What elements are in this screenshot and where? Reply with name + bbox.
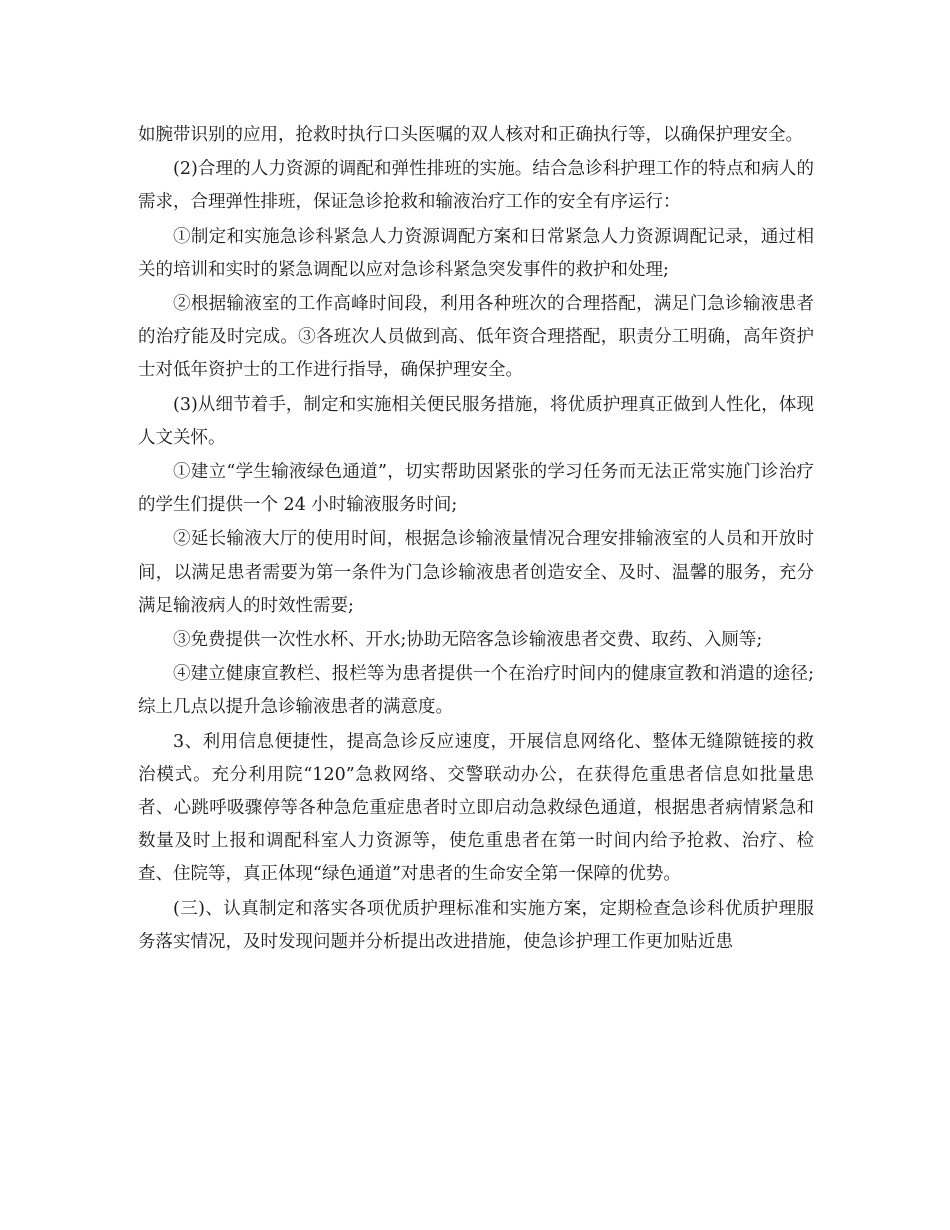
paragraph-1: 如腕带识别的应用，抢救时执行口头医嘱的双人核对和正确执行等，以确保护理安全。 [138, 125, 803, 145]
paragraph-6: ①建立“学生输液绿色通道”，切实帮助因紧张的学习任务而无法正常实施门诊治疗的学生们提供一个 24 小时输液服务时间; [138, 462, 814, 516]
paragraph-5: (3)从细节着手，制定和实施相关便民服务措施，将优质护理真正做到人性化，体现人文关怀。 [138, 394, 814, 448]
paragraph-11: (三)、认真制定和落实各项优质护理标准和实施方案，定期检查急诊科优质护理服务落实情况，及时发现问题并分析提出改进措施，使急诊护理工作更加贴近患 [138, 898, 814, 952]
paragraph-3: ①制定和实施急诊科紧急人力资源调配方案和日常紧急人力资源调配记录，通过相关的培训和实时的紧急调配以应对急诊科紧急突发事件的救护和处理; [138, 226, 814, 280]
document-body [138, 119, 814, 960]
paragraph-2: (2)合理的人力资源的调配和弹性排班的实施。结合急诊科护理工作的特点和病人的需求，合理弹性排班，保证急诊抢救和输液治疗工作的安全有序运行： [138, 159, 814, 213]
paragraph-4: ②根据输液室的工作高峰时间段，利用各种班次的合理搭配，满足门急诊输液患者的治疗能及时完成。③各班次人员做到高、低年资合理搭配，职责分工明确，高年资护士对低年资护士的工作进行指导，确保护理安全。 [138, 294, 814, 381]
paragraph-9: ④建立健康宣教栏、报栏等为患者提供一个在治疗时间内的健康宣教和消遣的途径;综上几点以提升急诊输液患者的满意度。 [138, 664, 814, 718]
paragraph-8: ③免费提供一次性水杯、开水;协助无陪客急诊输液患者交费、取药、入厕等; [173, 630, 763, 651]
paragraph-10: 3、利用信息便捷性，提高急诊反应速度，开展信息网络化、整体无缝隙链接的救治模式。充分利用院“120”急救网络、交警联动办公，在获得危重患者信息如批量患者、心跳呼吸骤停等各种急危重症患者时立即启动急救绿色通道，根据患者病情紧急和数量及时上报和调配科室人力资源等，使危重患者在第一时间内给予抢救、治疗、检查、住院等，真正体现“绿色通道”对患者的生命安全第一保障的优势。 [138, 731, 814, 885]
paragraph-7: ②延长输液大厅的使用时间，根据急诊输液量情况合理安排输液室的人员和开放时间，以满足患者需要为第一条件为门急诊输液患者创造安全、及时、温馨的服务，充分满足输液病人的时效性需要; [138, 529, 814, 616]
